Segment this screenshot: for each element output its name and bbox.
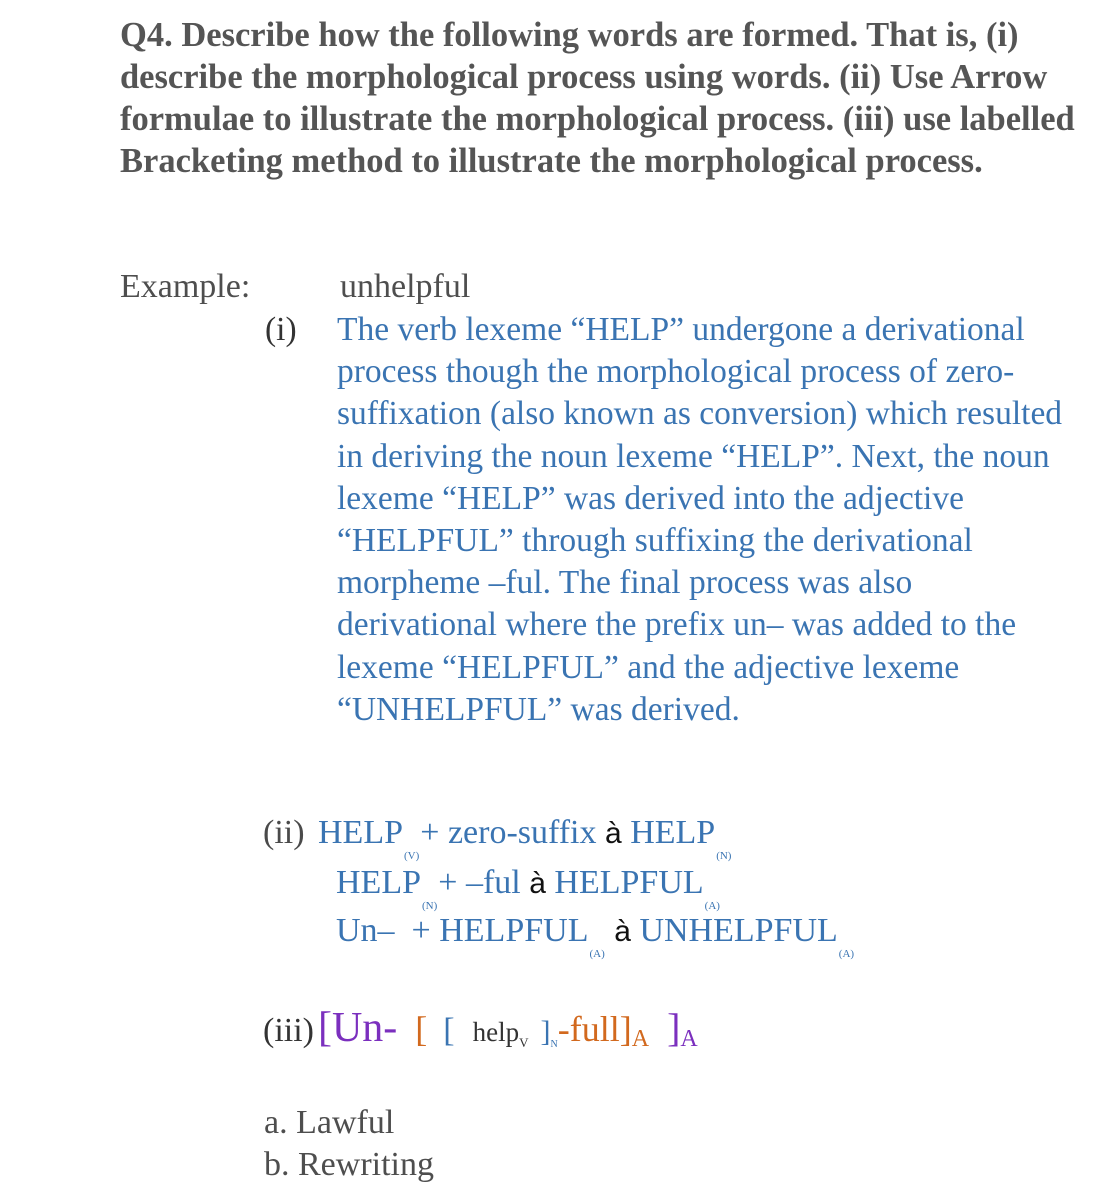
bracket-un: [Un- [317, 1005, 398, 1051]
example-word: unhelpful [340, 268, 471, 305]
bracket-close-un: ] [667, 1005, 681, 1050]
formula-1-base-sub: (V) [404, 850, 420, 862]
list-item [264, 1146, 434, 1184]
part-i-text: The verb lexeme “HELP” undergone a derivational process though the morphological process of zero-suffixation (also known as conversion) which resulted in deriving the noun lexeme “HELP”. Next, the noun lexeme “HELP” was derived into the adjective “HELPFUL” through suffixing the derivational morpheme –ful. The final process was also derivational where the prefix un– was added to the lexeme “HELPFUL” and the adjective lexeme “UNHELPFUL” was derived. [337, 311, 1063, 728]
arrow-symbol: à [614, 915, 631, 948]
formula-1-affix: + zero-suffix [420, 814, 597, 851]
list-item-word: Lawful [296, 1104, 395, 1141]
list-item-marker: b. [264, 1146, 290, 1183]
arrow-formula-line-3 [336, 912, 855, 960]
formula-3-result: UNHELPFUL [639, 912, 838, 949]
labelled-bracketing [263, 1004, 698, 1064]
bracket-close-noun: ] [540, 1015, 551, 1048]
formula-1-base: HELP [318, 814, 403, 851]
part-i-paragraph [265, 309, 1077, 731]
arrow-symbol: à [529, 867, 546, 900]
list-item [264, 1104, 394, 1142]
bracket-root-sub: V [519, 1035, 529, 1050]
formula-2-affix: + –ful [438, 864, 521, 901]
formula-2-base-sub: (N) [422, 900, 438, 912]
bracket-open-noun: [ [443, 1012, 455, 1049]
formula-3-result-sub: (A) [838, 948, 855, 960]
formula-2-base: HELP [336, 864, 421, 901]
part-iii-label: (iii) [263, 1012, 314, 1049]
formula-1-result: HELP [630, 814, 716, 851]
formula-2-result: HELPFUL [554, 864, 704, 901]
part-i-label: (i) [265, 311, 297, 348]
formula-3-base: Un– + HELPFUL [336, 912, 589, 949]
bracket-close-un-sub: A [680, 1026, 698, 1052]
bracket-close-noun-sub: N [550, 1039, 558, 1050]
bracket-open-ful: [ [415, 1009, 428, 1049]
formula-3-base-sub: (A) [589, 948, 605, 960]
arrow-symbol: à [605, 817, 622, 850]
arrow-formula-line-2 [336, 864, 721, 912]
example-label: Example: [120, 268, 251, 305]
formula-1-result-sub: (N) [716, 850, 732, 862]
formula-2-result-sub: (A) [704, 900, 720, 912]
arrow-formula-line-1 [318, 814, 732, 862]
bracket-suffix-ful: -full] [557, 1009, 632, 1049]
list-item-marker: a. [264, 1104, 288, 1141]
question-text: Q4. Describe how the following words are formed. That is, (i) describe the morphological process using words. (ii) Use Arrow formulae to illustrate the morphological process. (iii) use labelled Bracketing method to illustrate the morphological process. [120, 16, 1075, 180]
list-item-word: Rewriting [298, 1146, 434, 1183]
bracket-suffix-sub: A [631, 1026, 650, 1052]
bracket-root: help [472, 1017, 520, 1047]
part-ii-label: (ii) [263, 814, 305, 851]
